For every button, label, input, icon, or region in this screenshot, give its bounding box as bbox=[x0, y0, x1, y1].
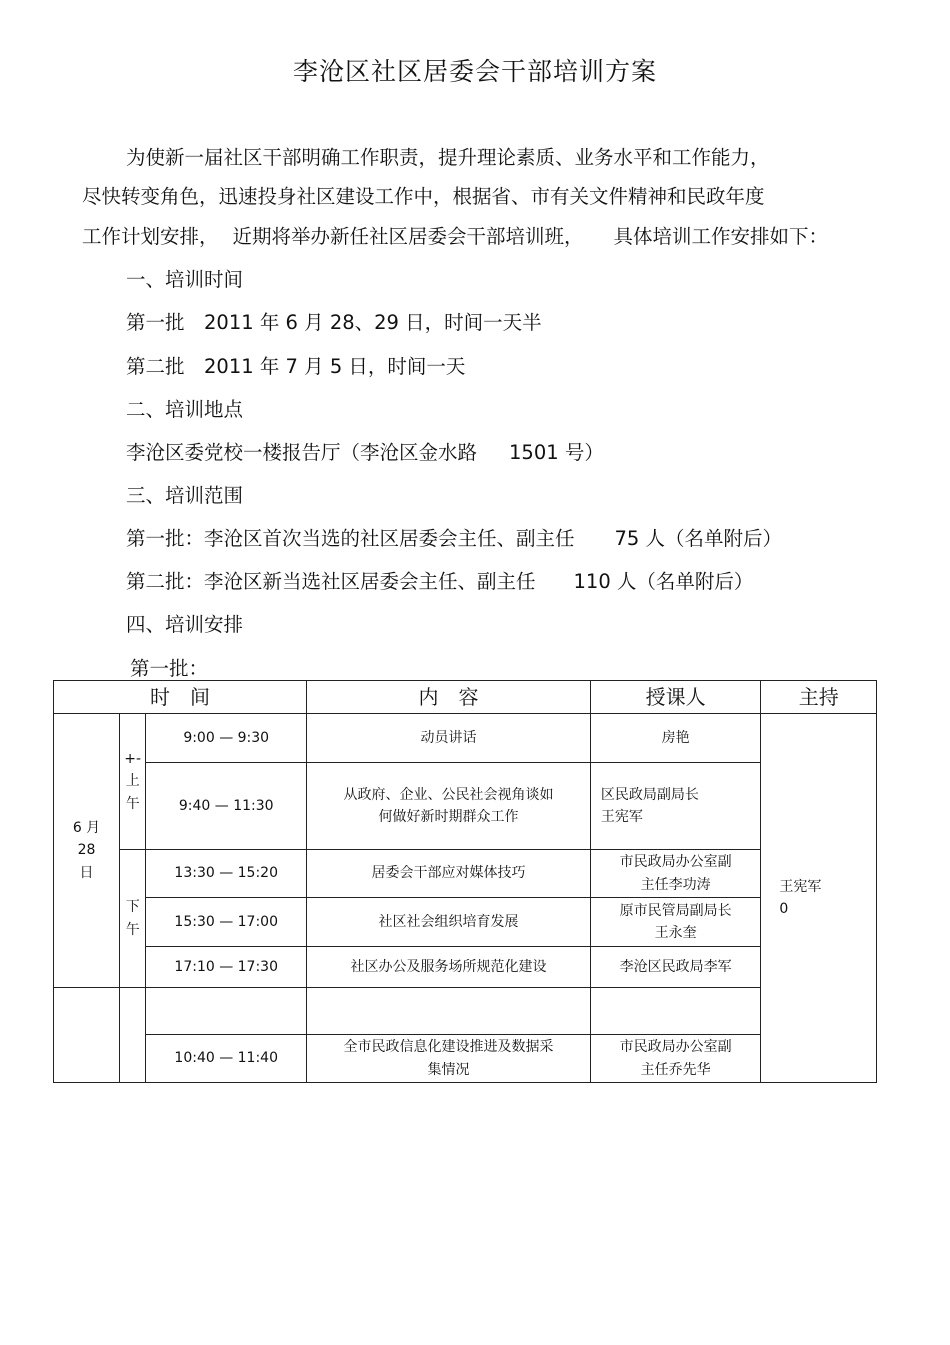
table-row bbox=[54, 947, 877, 988]
intro-line-1: 为使新一届社区干部明确工作职责，提升理论素质、业务水平和工作能力， bbox=[126, 146, 770, 169]
date-part-suffix: 日 bbox=[79, 864, 94, 881]
teacher-cell bbox=[590, 1035, 761, 1083]
date-cell bbox=[54, 714, 120, 988]
teacher-line-1: 原市民管局副局长 bbox=[619, 902, 732, 919]
content-cell: 居委会干部应对媒体技巧 bbox=[307, 850, 591, 898]
teacher-line-1: 市民政局办公室副 bbox=[619, 854, 732, 871]
time-cell: 15:30 — 17:00 bbox=[146, 898, 307, 947]
intro-line-3-part-3: 具体培训工作安排如下： bbox=[613, 225, 829, 248]
section-heading-arrangement: 四、培训安排 bbox=[126, 613, 244, 636]
header-content: 内 容 bbox=[307, 681, 591, 714]
content-cell: 社区办公及服务场所规范化建设 bbox=[307, 947, 591, 988]
header-teacher: 授课人 bbox=[590, 681, 761, 714]
section-heading-scope: 三、培训范围 bbox=[126, 484, 244, 507]
intro-line-3-part-2: 近期将举办新任社区居委会干部培训班， bbox=[232, 225, 584, 248]
content-line-2: 何做好新时期群众工作 bbox=[378, 809, 519, 825]
teacher-line-2: 主任李功涛 bbox=[640, 876, 711, 893]
morning-char-1: 上 bbox=[125, 773, 140, 790]
content-cell: 动员讲话 bbox=[307, 714, 591, 763]
section-heading-time: 一、培训时间 bbox=[126, 268, 244, 291]
teacher-cell bbox=[590, 850, 761, 898]
scope-batch2-part-1: 第二批：李沧区新当选社区居委会主任、副主任 bbox=[126, 570, 536, 593]
scope-batch1 bbox=[126, 523, 782, 551]
location-text-part-1: 李沧区委党校一楼报告厅（李沧区金水路 bbox=[126, 441, 478, 464]
teacher-cell bbox=[590, 898, 761, 947]
date-part-month: 6 月 bbox=[72, 819, 101, 836]
content-cell: 社区社会组织培育发展 bbox=[307, 898, 591, 947]
scope-batch2 bbox=[126, 566, 753, 594]
teacher-cell bbox=[590, 988, 761, 1035]
table-row bbox=[54, 714, 877, 763]
batch1-label: 第一批： bbox=[130, 657, 209, 680]
morning-mark: +- bbox=[124, 750, 142, 767]
content-cell bbox=[307, 988, 591, 1035]
batch2-time: 第二批 2011 年 7 月 5 日，时间一天 bbox=[126, 355, 466, 378]
host-note: 0 bbox=[779, 901, 789, 917]
scope-batch1-part-2: 75 人（名单附后） bbox=[614, 527, 783, 550]
header-host: 主持 bbox=[761, 681, 877, 714]
batch1-time: 第一批 2011 年 6 月 28、29 日，时间一天半 bbox=[126, 311, 542, 334]
teacher-cell: 李沧区民政局李军 bbox=[590, 947, 761, 988]
table-row bbox=[54, 850, 877, 898]
time-cell: 10:40 — 11:40 bbox=[146, 1035, 307, 1083]
half-day-cell-day2 bbox=[120, 988, 146, 1083]
content-line-2: 集情况 bbox=[427, 1061, 470, 1078]
content-line-1: 从政府、企业、公民社会视角谈如 bbox=[343, 786, 554, 803]
teacher-line-2: 主任乔先华 bbox=[640, 1061, 711, 1078]
intro-line-2: 尽快转变角色，迅速投身社区建设工作中，根据省、市有关文件精神和民政年度 bbox=[82, 185, 765, 208]
scope-batch2-part-2: 110 人（名单附后） bbox=[573, 570, 754, 593]
morning-cell bbox=[120, 714, 146, 850]
content-cell bbox=[307, 1035, 591, 1083]
host-cell bbox=[761, 714, 877, 1083]
table-row bbox=[54, 988, 877, 1035]
location-text-part-2: 1501 号） bbox=[509, 441, 604, 464]
teacher-cell bbox=[590, 763, 761, 850]
afternoon-char-1: 下 bbox=[125, 899, 140, 916]
scope-batch1-part-1: 第一批：李沧区首次当选的社区居委会主任、副主任 bbox=[126, 527, 575, 550]
time-cell: 9:40 — 11:30 bbox=[146, 763, 307, 850]
schedule-table bbox=[53, 680, 877, 1083]
host-name: 王宪军 bbox=[779, 878, 822, 895]
teacher-cell: 房艳 bbox=[590, 714, 761, 763]
morning-char-2: 午 bbox=[125, 795, 140, 812]
teacher-line-1: 区民政局副局长 bbox=[600, 786, 699, 803]
intro-line-3-part-1: 工作计划安排， bbox=[82, 225, 219, 248]
teacher-line-2: 王宪军 bbox=[600, 809, 643, 825]
time-cell: 13:30 — 15:20 bbox=[146, 850, 307, 898]
table-row bbox=[54, 1035, 877, 1083]
page-title: 李沧区社区居委会干部培训方案 bbox=[292, 57, 657, 86]
table-row bbox=[54, 898, 877, 947]
teacher-line-2: 王永奎 bbox=[654, 925, 697, 941]
afternoon-cell bbox=[120, 850, 146, 988]
intro-line-3 bbox=[82, 221, 828, 249]
date-part-day: 28 bbox=[77, 842, 96, 859]
content-line-1: 全市民政信息化建设推进及数据采 bbox=[343, 1039, 554, 1056]
content-cell bbox=[307, 763, 591, 850]
location-text bbox=[126, 437, 604, 465]
table-row bbox=[54, 763, 877, 850]
time-cell: 9:00 — 9:30 bbox=[146, 714, 307, 763]
time-cell: 17:10 — 17:30 bbox=[146, 947, 307, 988]
table-header-row bbox=[54, 681, 877, 714]
afternoon-char-2: 午 bbox=[125, 921, 140, 938]
section-heading-location: 二、培训地点 bbox=[126, 398, 244, 421]
time-cell bbox=[146, 988, 307, 1035]
date-cell-day2 bbox=[54, 988, 120, 1083]
teacher-line-1: 市民政局办公室副 bbox=[619, 1039, 732, 1056]
header-time: 时 间 bbox=[54, 681, 307, 714]
